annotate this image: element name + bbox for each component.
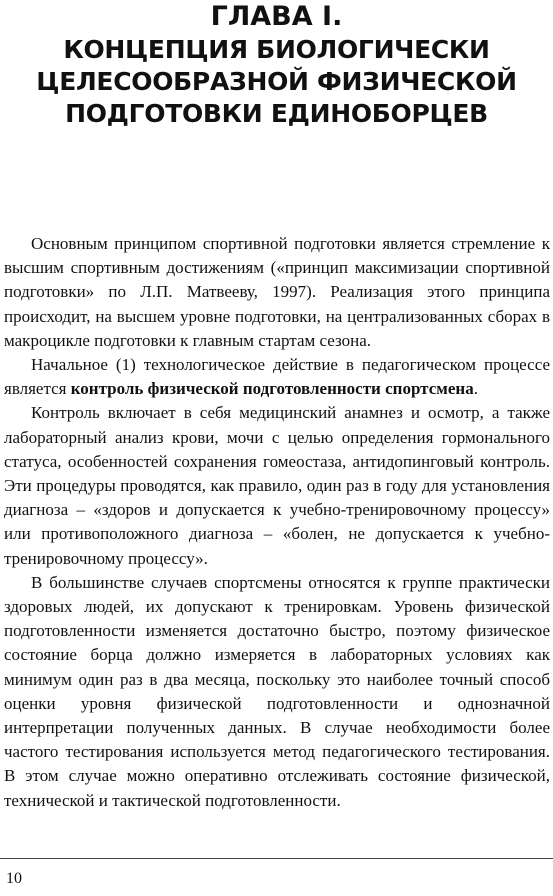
paragraph-4: В большинстве случаев спортсмены относятся к группе практически здоровых людей, их допускают к тренировкам. Уровень физической подготовленности изменяется достаточно быстро, поэтому физическое состояние борца должно измеряется в лабораторных условиях как минимум один раз в два месяца, поскольку это наиболее точный способ оценки уровня физической подготовленности и однозначной интерпретации полученных данных. В случае необходимости более частого тестирования используется метод педагогического тестирования. В этом случае можно оперативно отслеживать состояние физической, технической и тактической подготовленности. (4, 572, 550, 810)
paragraph-2-end: . (473, 379, 478, 399)
chapter-title-line-3: ПОДГОТОВКИ ЕДИНОБОРЦЕВ (65, 99, 488, 128)
footer-divider (0, 858, 553, 859)
chapter-title-line-1: КОНЦЕПЦИЯ БИОЛОГИЧЕСКИ (63, 35, 490, 64)
chapter-title-line-2: ЦЕЛЕСООБРАЗНОЙ ФИЗИЧЕСКОЙ (36, 67, 517, 96)
paragraph-1: Основным принципом спортивной подготовки является стремление к высшим спортивным достижениям («принцип максимизации спортивной подготовки» по Л.П. Матвееву, 1997). Реализация этого принципа происходит, на высшем уровне подготовки, на централизованных сборах в макроцикле подготовки к главным стартам сезона. (4, 234, 550, 350)
paragraph-2 (4, 353, 550, 401)
page-number: 10 (6, 870, 22, 887)
chapter-label: ГЛАВА I. (210, 1, 343, 32)
chapter-heading (0, 0, 553, 130)
paragraph-2-emphasis: контроль физической подготовленности спортсмена (70, 379, 474, 399)
paragraph-3: Контроль включает в себя медицинский анамнез и осмотр, а также лабораторный анализ крови, мочи с целью определения гормонального статуса, особенностей сохранения гомеостаза, антидопинговый контроль. Эти процедуры проводятся, как правило, один раз в году для установления диагноза – «здоров и допускается к учебно-тренировочному процессу» или противоположного диагноза – «болен, не допускается к учебно-тренировочному процессу». (4, 403, 550, 568)
paragraph-2-text: Начальное (1) технологическое действие в педагогическом процессе является (4, 355, 550, 399)
body-text (4, 232, 550, 813)
